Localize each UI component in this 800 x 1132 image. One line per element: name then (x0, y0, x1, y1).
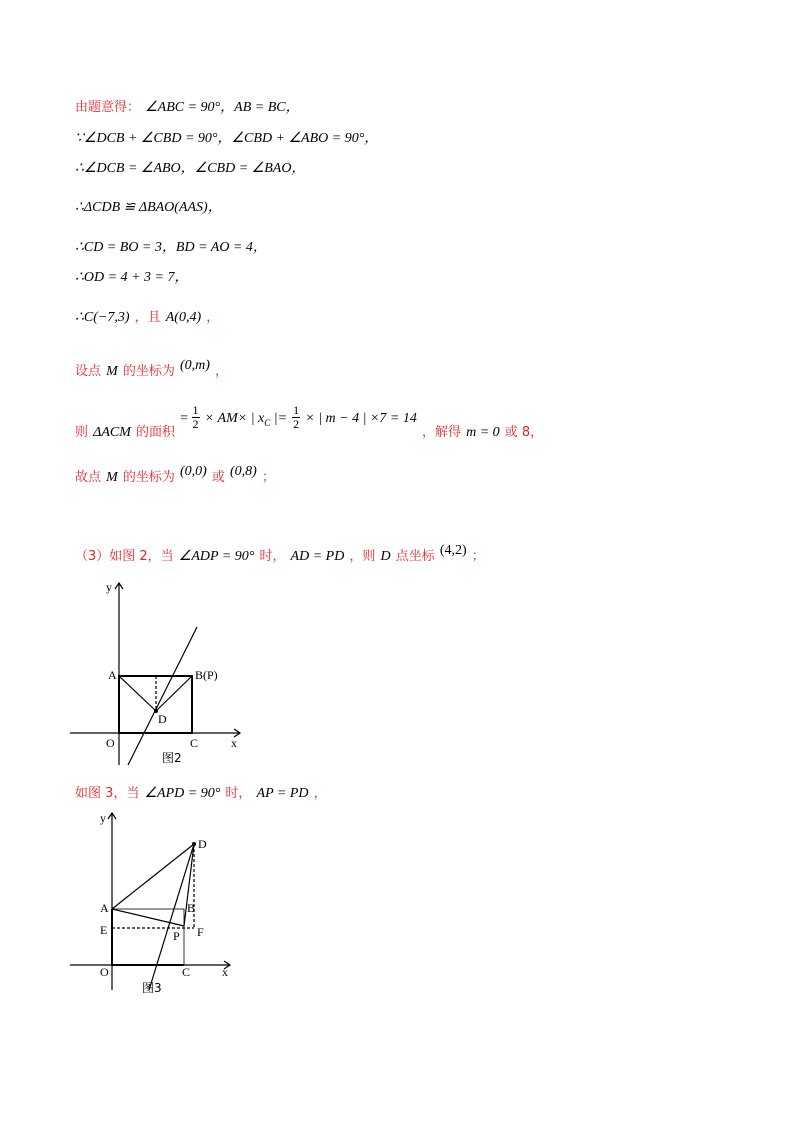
figure-3 (70, 808, 250, 998)
fig2-label-d: D (158, 712, 167, 726)
line-10 (75, 466, 275, 486)
line-9-mid: 的面积 (135, 425, 175, 440)
line-11-mid3: 点坐标 (395, 549, 435, 564)
line-8-prefix: 设点 (75, 364, 102, 379)
line-9-part2: × AM× | x (204, 411, 265, 426)
fig3-label-a: A (100, 901, 109, 915)
line-11-mid2: ，则 (349, 549, 376, 564)
fig3-caption: 图3 (142, 981, 162, 995)
line-5 (75, 236, 267, 256)
line-11-eq: AD = PD (290, 549, 345, 564)
line-9-acm: ΔACM (93, 425, 131, 440)
line-12-tail: ， (313, 786, 327, 801)
line-11-prefix: （3）如图 2，当 (75, 549, 174, 564)
fig2-label-y: y (106, 580, 112, 594)
line-4-math: ∴ΔCDB ≌ ΔBAO(AAS)， (75, 200, 222, 215)
fig3-label-e: E (100, 923, 108, 937)
fig2-label-a: A (108, 668, 117, 682)
line-7 (75, 306, 219, 326)
line-7-math: ∴C(−7,3) (75, 310, 130, 325)
line-9-or: 或 8， (504, 425, 544, 440)
line-9-suffix: ，解得 (421, 425, 461, 440)
line-10-m: M (106, 470, 118, 485)
line-10-or: 或 (211, 470, 225, 485)
line-11-tail: ； (471, 549, 485, 564)
fig3-label-p: P (173, 929, 180, 943)
line-9-part4: × | m − 4 | ×7 = 14 (305, 411, 417, 426)
figure-2 (70, 575, 250, 770)
fig3-label-y: y (100, 811, 106, 825)
line-12-eq: AP = PD (256, 786, 309, 801)
line-10-coord-b: (0,8) (230, 464, 257, 479)
line-1-prefix: 由题意得： (75, 100, 141, 115)
line-3-math: ∴∠DCB = ∠ABO，∠CBD = ∠BAO， (75, 161, 306, 176)
fig2-rect (119, 676, 192, 733)
line-11 (75, 545, 485, 565)
fig2-segment-bd (156, 676, 192, 711)
line-8-coord: (0,m) (179, 358, 210, 373)
line-9-sub: C (264, 418, 271, 429)
fig3-segment-ad (112, 844, 194, 909)
line-2-math: ∵∠DCB + ∠CBD = 90°，∠CBD + ∠ABO = 90°， (75, 131, 379, 146)
line-10-mid: 的坐标为 (122, 470, 175, 485)
line-9-frac-2: $\frac{1}{2}$ (293, 403, 300, 431)
line-8 (75, 360, 228, 380)
line-12-mid: 时， (225, 786, 252, 801)
line-9-eq: = (180, 411, 192, 426)
fig3-label-x: x (222, 965, 228, 979)
line-9-frac-1: $\frac{1}{2}$ (192, 403, 199, 431)
line-11-mid: 时， (259, 549, 286, 564)
fig2-line (128, 627, 197, 765)
line-9-prefix: 则 (75, 425, 89, 440)
fig3-label-c: C (182, 965, 191, 979)
line-10-tail: ； (261, 470, 275, 485)
fig2-segment-ad (119, 676, 156, 711)
line-9-m0: m = 0 (466, 425, 500, 440)
fig2-caption: 图2 (162, 751, 182, 765)
line-12-angle: ∠APD = 90° (144, 786, 221, 801)
fig2-label-c: C (190, 736, 199, 750)
fig3-label-d: D (198, 837, 207, 851)
line-10-coord-a: (0,0) (179, 464, 207, 479)
line-11-angle: ∠ADP = 90° (178, 549, 255, 564)
line-5-math: ∴CD = BO = 3，BD = AO = 4， (75, 240, 267, 255)
fig2-label-x: x (231, 736, 237, 750)
line-2 (75, 127, 378, 147)
line-7-mid: ，且 (134, 310, 161, 325)
line-4 (75, 196, 222, 216)
line-7-point-a: A(0,4) (165, 310, 202, 325)
line-8-tail: ， (215, 364, 229, 379)
fig3-label-f: F (197, 925, 204, 939)
fig3-label-o: O (100, 965, 109, 979)
fig3-label-b: B (187, 901, 196, 915)
fig2-label-o: O (106, 736, 115, 750)
line-7-tail: ， (206, 310, 220, 325)
line-8-mid: 的坐标为 (122, 364, 175, 379)
line-11-d: D (380, 549, 391, 564)
line-12-prefix: 如图 3，当 (75, 786, 140, 801)
line-10-prefix: 故点 (75, 470, 102, 485)
fig2-label-b: B(P) (195, 668, 218, 682)
fig3-point-d (192, 842, 196, 846)
line-6-math: ∴OD = 4 + 3 = 7， (75, 270, 189, 285)
line-9-part3: |= (270, 411, 288, 426)
line-11-coord: (4,2) (439, 543, 467, 558)
line-12 (75, 782, 327, 802)
line-1-math: ∠ABC = 90°，AB = BC， (145, 100, 300, 115)
line-9 (75, 403, 544, 440)
line-1 (75, 96, 300, 116)
line-8-m: M (106, 364, 118, 379)
line-6 (75, 266, 188, 286)
line-3 (75, 157, 305, 177)
